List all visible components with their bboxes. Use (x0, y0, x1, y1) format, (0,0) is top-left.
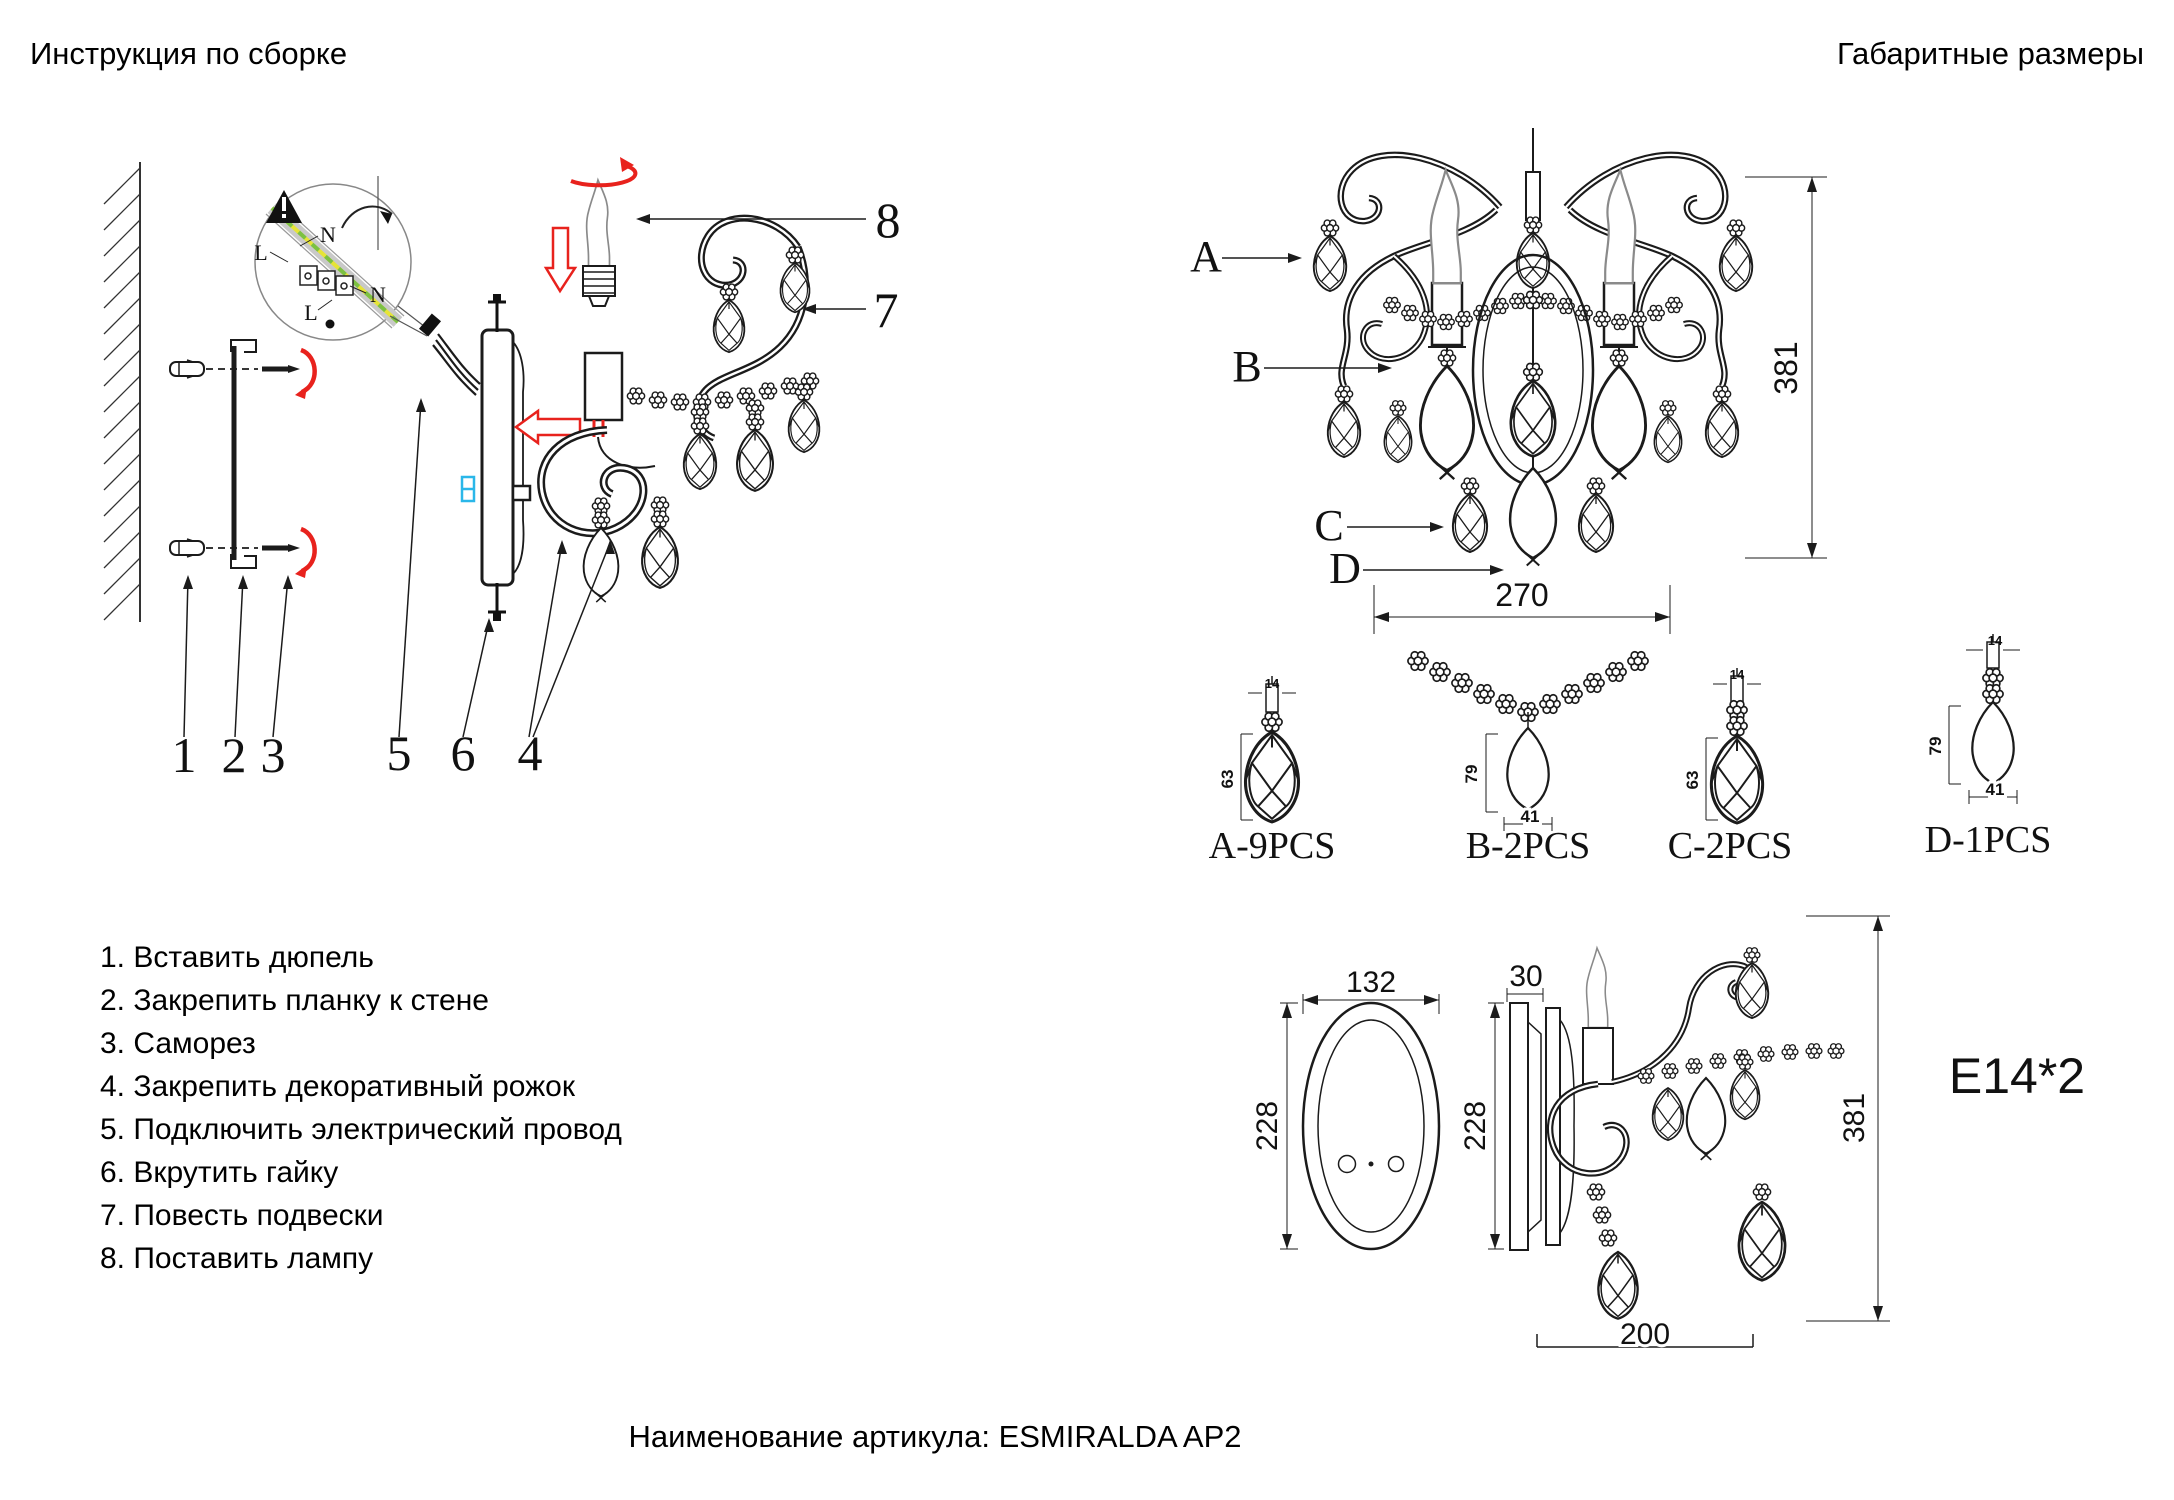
step-4: 4. Закрепить декоративный рожок (100, 1070, 575, 1103)
dim-c-63: 63 (1683, 770, 1702, 790)
dim-a-14: 14 (1264, 676, 1280, 691)
dim-270: 270 (1495, 577, 1549, 613)
assembly-steps-list (100, 936, 622, 1280)
part-a-label: A-9PCS (1208, 825, 1336, 867)
wire-bundle (419, 313, 480, 395)
wall-hatching-icon (104, 162, 140, 622)
step-6: 6. Вкрутить гайку (100, 1156, 339, 1189)
rotate-arrow-icon (301, 529, 315, 571)
sconce-arm-right (1540, 155, 1753, 552)
step-5: 5. Подключить электрический провод (100, 1113, 622, 1146)
dim-200: 200 (1619, 1318, 1671, 1351)
backplate (462, 294, 530, 621)
page-title-right: Габаритные размеры (1836, 36, 2144, 71)
rotate-arrow-icon (301, 350, 315, 392)
callout-3: 3 (260, 727, 286, 783)
dim-381: 381 (1768, 341, 1804, 395)
sconce-side-view (1546, 948, 1844, 1319)
parts-row (1180, 620, 2100, 880)
dim-a-63: 63 (1218, 769, 1237, 789)
wire-label-n-bottom: N (370, 282, 386, 307)
label-part-c: C (1314, 501, 1344, 550)
dim-height-381 (1745, 177, 1827, 558)
dim-30: 30 (1509, 960, 1543, 993)
backplate-front-view (1251, 966, 1439, 1249)
part-d-label: D-1PCS (1924, 819, 2052, 861)
dowel-screw-top (170, 350, 315, 399)
mounting-bracket (231, 340, 256, 568)
wiring-detail-circle (254, 176, 411, 340)
dim-side-200 (1537, 1318, 1753, 1351)
candle-bulb (546, 157, 635, 306)
insert-down-arrow-icon (546, 228, 575, 291)
step-8: 8. Поставить лампу (100, 1242, 374, 1275)
socket-spec: E14*2 (1948, 1048, 2086, 1104)
earth-dot-icon (326, 320, 335, 329)
callout-8: 8 (875, 192, 901, 248)
step-2: 2. Закрепить планку к стене (100, 984, 489, 1017)
callout-7: 7 (873, 282, 899, 338)
front-view-drawing (1170, 95, 1900, 680)
callout-1: 1 (171, 727, 197, 783)
decorative-arm (541, 218, 805, 533)
step-7: 7. Повесть подвески (100, 1199, 384, 1232)
part-c-drawing (1668, 667, 1793, 867)
part-d-drawing (1925, 633, 2052, 861)
lamp-socket (585, 353, 655, 468)
article-name: Наименование артикула: ESMIRALDA AP2 (628, 1419, 1242, 1454)
part-c-label: C-2PCS (1667, 825, 1793, 867)
backplate-side-profile (1459, 960, 1543, 1250)
crystal-drops (584, 247, 820, 602)
callout-5: 5 (386, 725, 412, 781)
dowel-screw-bottom (170, 529, 315, 578)
dim-132: 132 (1345, 966, 1397, 999)
callout-6: 6 (450, 725, 476, 781)
part-a-drawing (1209, 676, 1336, 867)
dim-381-side: 381 (1838, 1092, 1871, 1144)
callout-4: 4 (517, 725, 543, 781)
part-b-drawing (1408, 652, 1648, 867)
assembly-diagram (40, 90, 920, 790)
wire-label-l-top: L (254, 240, 268, 265)
dim-d-14: 14 (1987, 633, 2003, 648)
dim-d-79: 79 (1926, 736, 1945, 756)
sconce-arm-left (1314, 155, 1527, 552)
wire-label-n-top: N (320, 222, 336, 247)
dim-b-41: 41 (1520, 807, 1540, 826)
part-b-label: B-2PCS (1465, 825, 1591, 867)
step-1: 1. Вставить дюпель (100, 941, 374, 974)
dim-d-41: 41 (1985, 780, 2005, 799)
dim-b-79: 79 (1462, 764, 1481, 784)
page-title-left: Инструкция по сборке (30, 36, 348, 71)
callout-2: 2 (221, 727, 247, 783)
nut-icon (462, 477, 474, 501)
dim-228-profile: 228 (1459, 1100, 1492, 1152)
wire-label-l-bottom: L (304, 300, 318, 325)
label-part-d: D (1329, 544, 1361, 593)
dim-c-14: 14 (1729, 667, 1745, 682)
dim-228-oval: 228 (1251, 1100, 1284, 1152)
dimension-views (1170, 880, 2174, 1380)
dim-side-381 (1806, 916, 1890, 1321)
step-3: 3. Саморез (100, 1027, 256, 1060)
label-part-b: B (1232, 342, 1262, 391)
label-part-a: A (1190, 232, 1222, 281)
